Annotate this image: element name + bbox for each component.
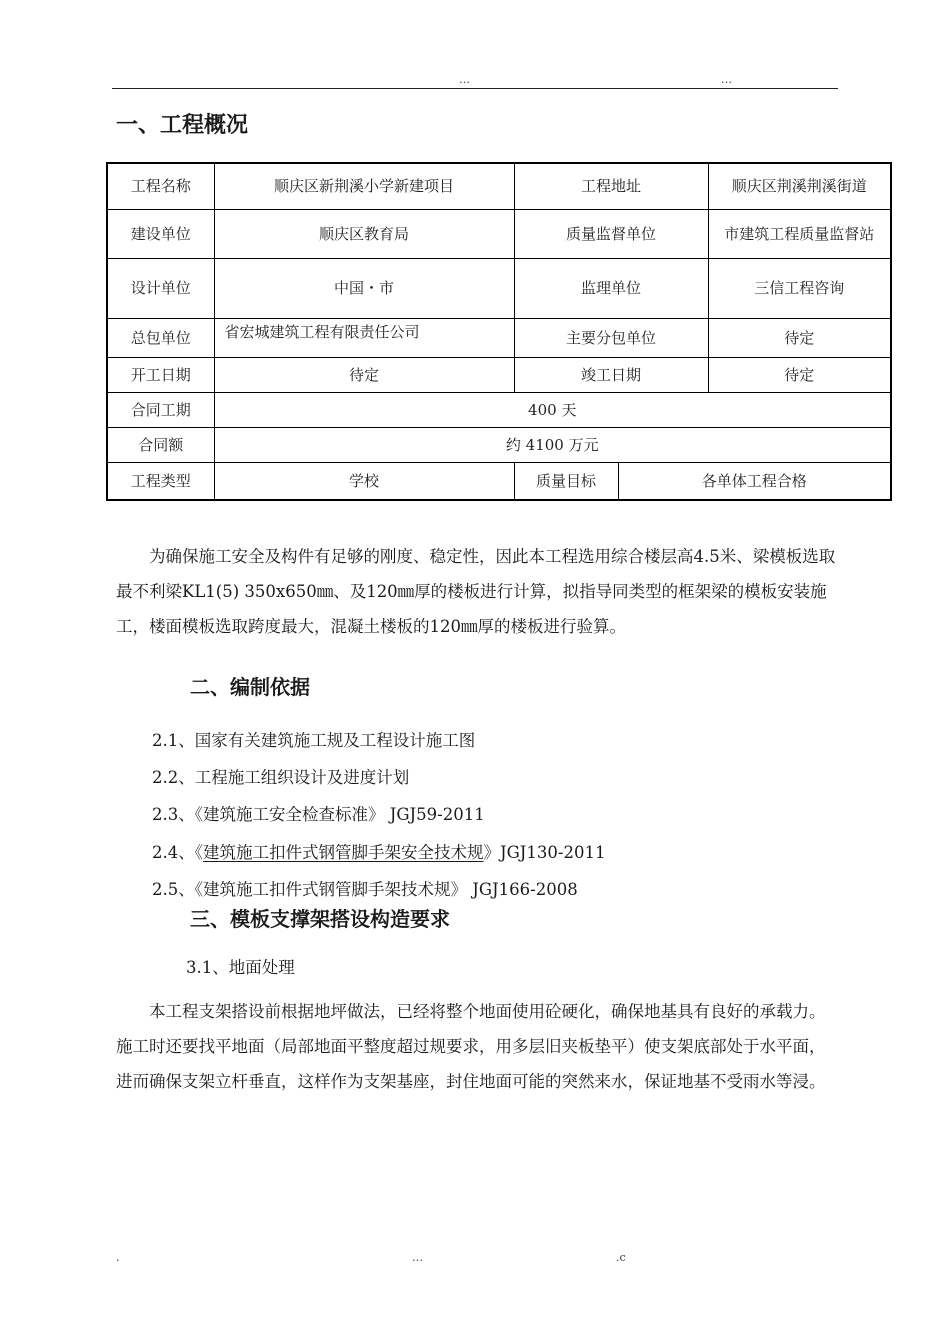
table-row — [107, 163, 891, 209]
value-contract-amount: 约 4100 万元 — [214, 427, 891, 462]
reference-item — [152, 879, 578, 901]
reference-item-text: 国家有关建筑施工规及工程设计施工图 — [194, 731, 476, 750]
label-completion-date: 竣工日期 — [514, 357, 708, 392]
footer-mark-right: .c — [616, 1251, 626, 1264]
label-supervisor: 监理单位 — [514, 258, 708, 318]
header-rule — [112, 88, 838, 89]
label-project-address: 工程地址 — [514, 163, 708, 209]
table-row — [107, 427, 891, 462]
reference-item-number: 2.4、《 — [152, 843, 203, 862]
table-row — [107, 357, 891, 392]
label-general-contractor: 总包单位 — [107, 318, 214, 357]
reference-item — [152, 767, 409, 789]
reference-item-code: JGJ59-2011 — [389, 805, 485, 824]
section-1-title: 一、工程概况 — [116, 113, 249, 138]
value-subcontractor: 待定 — [708, 318, 891, 357]
reference-item-code: JGJ166-2008 — [472, 880, 578, 899]
label-contract-period: 合同工期 — [107, 392, 214, 427]
value-general-contractor: 省宏城建筑工程有限责任公司 — [214, 318, 514, 357]
intro-paragraph: 为确保施工安全及构件有足够的刚度、稳定性，因此本工程选用综合楼层高4.5米、梁模板选取最不利梁KL1(5) 350x650㎜、及120㎜厚的楼板进行计算，拟指导同类型的框架梁的模板安装施工，楼面模板选取跨度最大，混凝土楼板的120㎜厚的楼板进行验算。 — [116, 547, 836, 636]
reference-item-text: 建筑施工扣件式钢管脚手架安全技术规 — [203, 843, 484, 862]
section-2-title: 二、编制依据 — [190, 675, 310, 699]
footer-ellipsis: … — [412, 1251, 423, 1264]
reference-item-code: 》JGJ130-2011 — [483, 843, 606, 862]
reference-item-text: 工程施工组织设计及进度计划 — [194, 768, 410, 787]
table-row — [107, 209, 891, 258]
label-project-name: 工程名称 — [107, 163, 214, 209]
value-contract-period: 400 天 — [214, 392, 891, 427]
value-owner: 顺庆区教育局 — [214, 209, 514, 258]
reference-item — [152, 730, 475, 752]
table-row — [107, 318, 891, 357]
reference-item-text: 《建筑施工扣件式钢管脚手架技术规》 — [194, 880, 467, 899]
table-row — [107, 392, 891, 427]
header-ellipsis-right: … — [721, 73, 732, 86]
label-start-date: 开工日期 — [107, 357, 214, 392]
value-completion-date: 待定 — [708, 357, 891, 392]
reference-item-number: 2.2、 — [152, 768, 195, 787]
reference-item-number: 2.5、 — [152, 880, 195, 899]
value-start-date: 待定 — [214, 357, 514, 392]
value-project-name: 顺庆区新荆溪小学新建项目 — [214, 163, 514, 209]
label-quality-target: 质量目标 — [514, 462, 618, 500]
header-ellipsis-left: … — [459, 73, 470, 86]
section-3-title: 三、模板支撑架搭设构造要求 — [190, 907, 450, 931]
value-quality-supervision: 市建筑工程质量监督站 — [708, 209, 891, 258]
value-supervisor: 三信工程咨询 — [708, 258, 891, 318]
reference-item-number: 2.3、 — [152, 805, 195, 824]
label-designer: 设计单位 — [107, 258, 214, 318]
table-row — [107, 462, 891, 500]
reference-item-number: 2.1、 — [152, 731, 195, 750]
reference-item — [152, 842, 605, 864]
label-project-type: 工程类型 — [107, 462, 214, 500]
value-project-type: 学校 — [214, 462, 514, 500]
label-subcontractor: 主要分包单位 — [514, 318, 708, 357]
value-project-address: 顺庆区荆溪荆溪街道 — [708, 163, 891, 209]
reference-item — [152, 804, 485, 826]
value-quality-target: 各单体工程合格 — [618, 462, 891, 500]
label-contract-amount: 合同额 — [107, 427, 214, 462]
table-row — [107, 258, 891, 318]
value-designer: 中国・市 — [214, 258, 514, 318]
label-owner: 建设单位 — [107, 209, 214, 258]
label-quality-supervision: 质量监督单位 — [514, 209, 708, 258]
project-info-table — [106, 162, 892, 501]
footer-mark-left: . — [116, 1251, 120, 1264]
reference-item-text: 《建筑施工安全检查标准》 — [194, 805, 385, 824]
subsection-3-1-title: 3.1、地面处理 — [186, 958, 295, 977]
ground-treatment-paragraph: 本工程支架搭设前根据地坪做法，已经将整个地面使用砼硬化，确保地基具有良好的承载力。施工时还要找平地面（局部地面平整度超过规要求，用多层旧夹板垫平）使支架底部处于水平面，进而确保支架立杆垂直，这样作为支架基座，封住地面可能的突然来水，保证地基不受雨水等浸。 — [116, 1002, 826, 1091]
